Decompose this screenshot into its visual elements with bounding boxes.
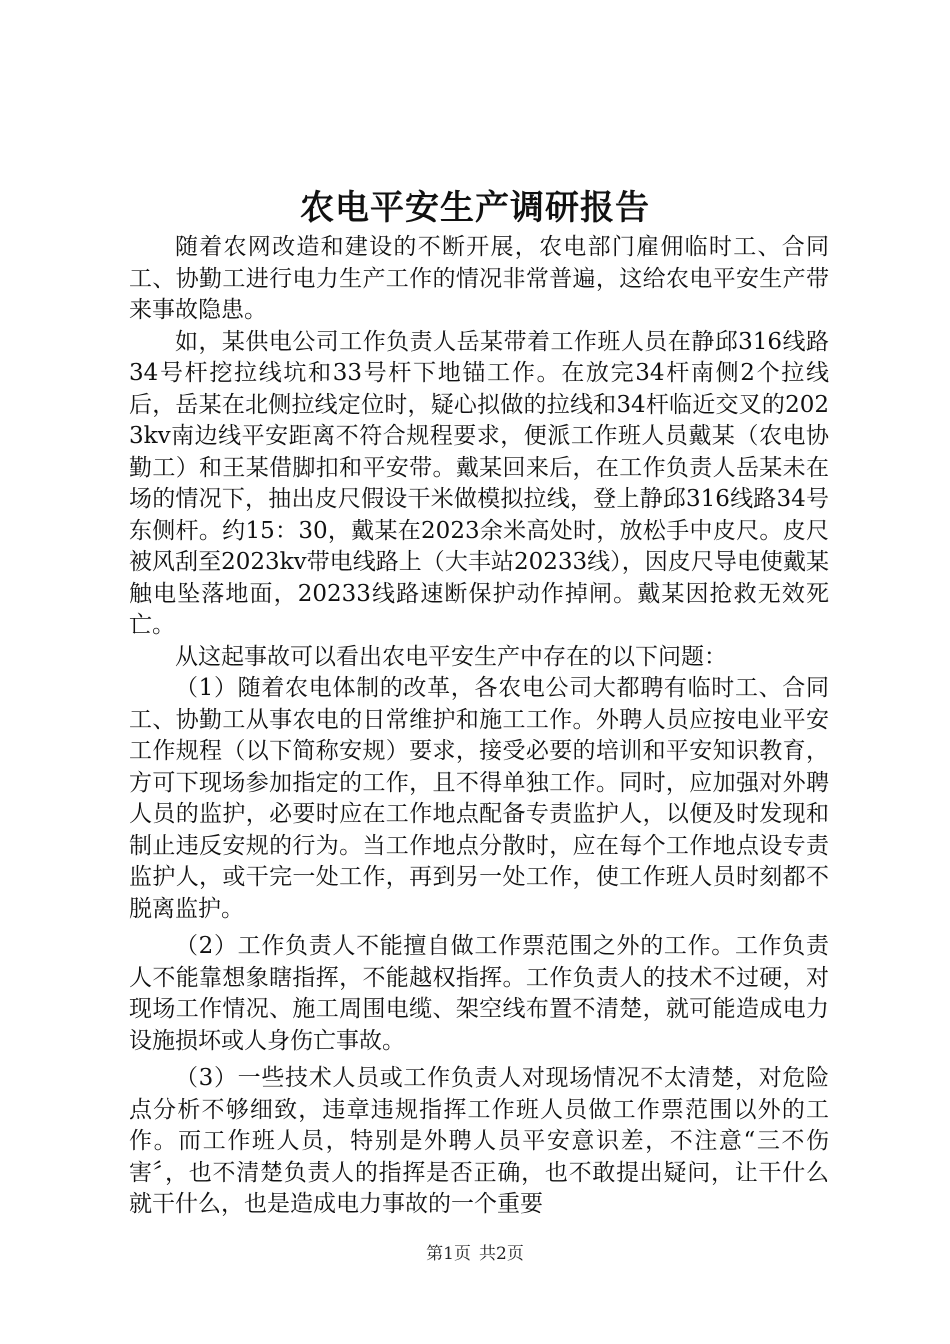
paragraph-problems-lead: 从这起事故可以看出农电平安生产中存在的以下问题： bbox=[175, 643, 727, 670]
page-footer bbox=[0, 1242, 950, 1266]
paragraph-intro: 随着农网改造和建设的不断开展，农电部门雇佣临时工、合同工、协勤工进行电力生产工作的情况非常普遍，这给农电平安生产带来事故隐患。 bbox=[129, 234, 829, 323]
paragraph-incident: 如，某供电公司工作负责人岳某带着工作班人员在静邱316线路34号杆挖拉线坑和33号杆下地锚工作。在放完34杆南侧2个拉线后，岳某在北侧拉线定位时，疑心拟做的拉线和34杆临近交叉的2023kv南边线平安距离不符合规程要求，便派工作班人员戴某（农电协勤工）和王某借脚扣和平安带。戴某回来后，在工作负责人岳某未在场的情况下，抽出皮尺假设干米做模拟拉线，登上静邱316线路34号东侧杆。约15：30，戴某在2023余米高处时，放松手中皮尺。皮尺被风刮至2023kv带电线路上（大丰站20233线），因皮尺导电使戴某触电坠落地面，20233线路速断保护动作掉闸。戴某因抢救无效死亡。 bbox=[129, 328, 829, 638]
page-number-current: 第1页 bbox=[426, 1244, 471, 1264]
document-body bbox=[129, 232, 829, 1221]
paragraph-problem-2: （2）工作负责人不能擅自做工作票范围之外的工作。工作负责人不能靠想象瞎指挥，不能越权指挥。工作负责人的技术不过硬，对现场工作情况、施工周围电缆、架空线布置不清楚，就可能造成电力设施损坏或人身伤亡事故。 bbox=[129, 933, 829, 1054]
document-title: 农电平安生产调研报告 bbox=[300, 188, 650, 228]
paragraph-problem-3: （3）一些技术人员或工作负责人对现场情况不太清楚，对危险点分析不够细致，违章违规指挥工作班人员做工作票范围以外的工作。而工作班人员，特别是外聘人员平安意识差，不注意“三不伤害〞，也不清楚负责人的指挥是否正确，也不敢提出疑问，让干什么就干什么，也是造成电力事故的一个重要 bbox=[129, 1065, 829, 1217]
paragraph-problem-1: （1）随着农电体制的改革，各农电公司大都聘有临时工、合同工、协勤工从事农电的日常维护和施工工作。外聘人员应按电业平安工作规程（以下简称安规）要求，接受必要的培训和平安知识教育，方可下现场参加指定的工作，且不得单独工作。同时，应加强对外聘人员的监护，必要时应在工作地点配备专责监护人，以便及时发现和制止违反安规的行为。当工作地点分散时，应在每个工作地点设专责监护人，或干完一处工作，再到另一处工作，使工作班人员时刻都不脱离监护。 bbox=[129, 675, 829, 922]
page-number-total: 共2页 bbox=[479, 1244, 524, 1264]
